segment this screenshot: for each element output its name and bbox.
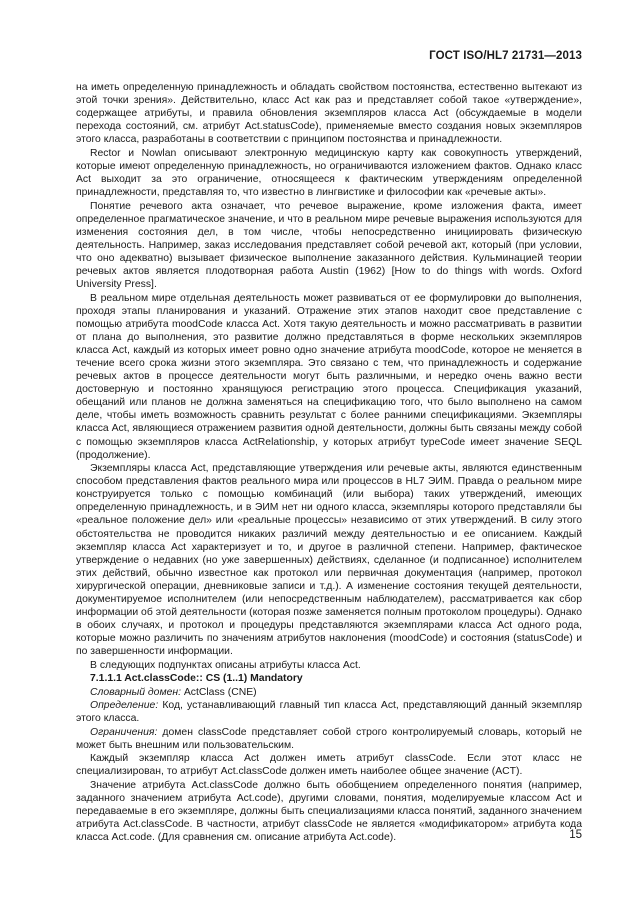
- definition-value: Код, устанавливающий главный тип класса Act, представляющий данный экземпляр этого класса.: [76, 700, 582, 725]
- vocabulary-domain-line: [76, 686, 582, 699]
- paragraph: на иметь определенную принадлежность и обладать свойством постоянства, естественно вытекают из этой точки зрения». Действительно, класс Act как раз и представляет собой такое «утверждение», содержащее атрибуты, и правила обновления экземпляров класса Act (обсуждаемые в модели перехода состояний, см. атрибут Act.statusCode), применяемые вместо создания новых экземпляров этого класса, разработаны в соответствии с принципом постоянства и принадлежности.: [76, 82, 582, 146]
- definition-line: [76, 699, 582, 725]
- paragraph: Экземпляры класса Act, представляющие утверждения или речевые акты, являются единственным способом представления фактов реального мира или процессов в HL7 ЭИМ. Правда о реальном мире конструируется только с помощью комбинаций (или выбора) таких утверждений, имеющих определенную принадлежность, и в ЭИМ нет ни одного класса, экземпляры которого представляли бы «реальное положение дел» или «реальные процессы» независимо от этих утверждений. В силу этого обстоятельства не проводится никаких различий между деятельностью и ее описанием. Каждый экземпляр класса Act характеризует и то, и другое в различной степени. Например, фактическое утверждение о недавних (но уже завершенных) действиях, сделанное (и подписанное) исполнителем этих действий, обычно известное как протокол или первичная документация (например, протокол хирургической операции, дневниковые записи и т.д.). А изменение состояния текущей деятельности, документируемое исполнителем (или непосредственным наблюдателем), рассматривается как сбор информации об этой деятельности (которая позже заменяется полным протоколом процедуры). Однако в обоих случаях, и протокол и процедуры представляются экземплярами класса Act одного рода, которые можно различить по значениям атрибутов наклонения (moodCode) и состояния (statusCode) и по завершенности информации.: [76, 463, 582, 658]
- vocabulary-domain-value: ActClass (CNE): [180, 686, 257, 698]
- constraints-line: [76, 726, 582, 752]
- document-body: [76, 81, 582, 845]
- definition-label: Определение:: [90, 700, 159, 712]
- document-header: ГОСТ ISO/HL7 21731—2013: [429, 50, 582, 62]
- paragraph: В следующих подпунктах описаны атрибуты класса Act.: [90, 659, 361, 671]
- constraints-label: Ограничения:: [90, 726, 158, 738]
- constraints-value: домен classCode представляет собой строго контролируемый словарь, который не может быть внешним или пользовательским.: [76, 726, 582, 751]
- paragraph: В реальном мире отдельная деятельность может развиваться от ее формулировки до выполнения, проходя этапы планирования и указаний. Отражение этих этапов находит свое представление с помощью атрибута moodCode класса Act. Хотя такую деятельность и можно рассматривать в развитии от плана до выполнения, это развитие должно представляться в форме нескольких экземпляров класса Act, каждый из которых имеет ровно одно значение атрибута moodCode, которое не меняется в течение всего срока жизни этого экземпляра. Это связано с тем, что принадлежность и содержание речевых актов в процессе деятельности могут быть различными, и нередко очень важно вести достоверную и постоянно хранящуюся регистрацию этого процесса. Спецификация указаний, обещаний или планов не должна заменяться на спецификацию того, что было выполнено на самом деле, чтобы иметь возможность сравнить результат с более ранними спецификациями. Экземпляры класса Act, являющиеся отражением развития одной деятельности, должны быть связаны между собой с помощью экземпляров класса ActRelationship, у которых атрибут typeCode имеет значение SEQL (продолжение).: [76, 292, 582, 461]
- paragraph: Значение атрибута Act.classCode должно быть обобщением определенного понятия (например, заданного значением атрибута Act.code), другими словами, понятия, моделируемые классом Act и передаваемые в его экземпляре, должны быть специализациями класса понятий, заданного значением атрибута Act.classCode. В частности, атрибут classCode не является «модификатором» атрибута кода класса Act.code. (Для сравнения см. описание атрибута Act.code).: [76, 779, 582, 844]
- paragraph: Понятие речевого акта означает, что речевое выражение, кроме изложения факта, имеет определенное прагматическое значение, и что в реальном мире речевые выражения используются для изменения состояния дел, в том числе, чтобы непосредственно инициировать физическую деятельность. Например, заказ исследования представляет собой речевой акт, который (при условии, что оно адекватно) вызывает физическое выполнение заказанного действия. Кульминацией теории речевых актов является плодотворная работа Austin (1962) [How to do things with words. Oxford University Press].: [76, 200, 582, 291]
- paragraph: Каждый экземпляр класса Act должен иметь атрибут classCode. Если этот класс не специализирован, то атрибут Act.classCode должен иметь наиболее общее значение (ACT).: [76, 753, 582, 778]
- paragraph: Rector и Nowlan описывают электронную медицинскую карту как совокупность утверждений, которые имеют определенную принадлежность, но ограничиваются изложением фактов. Однако класс Act выходит за это ограничение, относящееся к фактическим утверждениям определенной принадлежности, представляя то, что известно в лингвистике и философии как «речевые акты».: [76, 147, 582, 199]
- vocabulary-domain-label: Словарный домен:: [90, 686, 181, 698]
- section-heading: 7.1.1.1 Act.classCode:: CS (1..1) Mandatory: [90, 673, 303, 685]
- page-number: 15: [569, 829, 582, 841]
